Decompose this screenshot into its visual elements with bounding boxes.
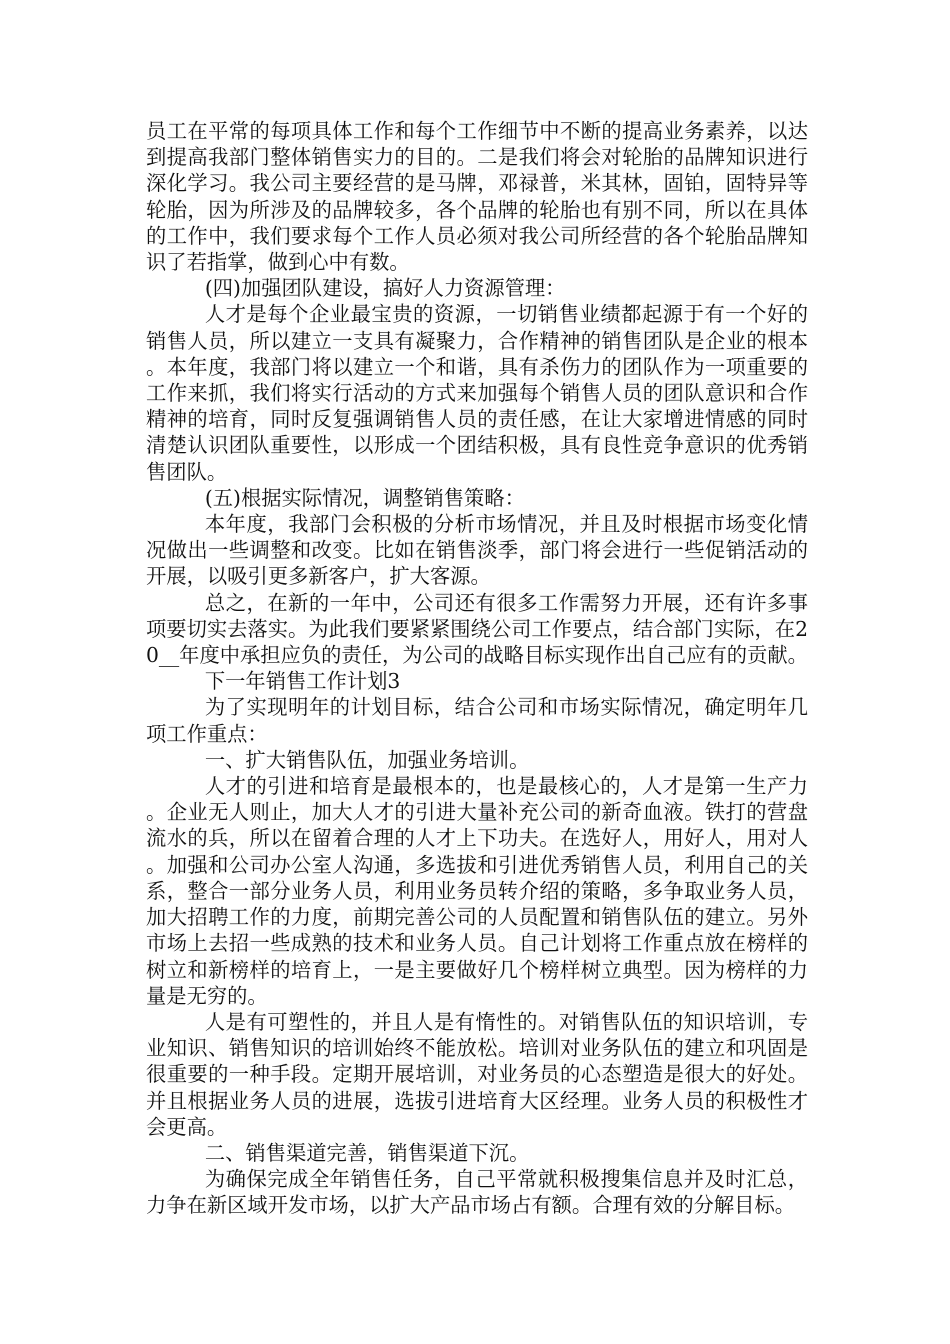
paragraph: 人才的引进和培育是最根本的，也是最核心的，人才是第一生产力。企业无人则止，加大人才的引进大量补充公司的新奇血液。铁打的营盘流水的兵，所以在留着合理的人才上下功夫。在选好人，用好人，用对人。加强和公司办公室人沟通，多选拔和引进优秀销售人员，利用自己的关系，整合一部分业务人员，利用业务员转介绍的策略，多争取业务人员，加大招聘工作的力度，前期完善公司的人员配置和销售队伍的建立。另外市场上去招一些成熟的技术和业务人员。自己计划将工作重点放在榜样的树立和新榜样的培育上，一是主要做好几个榜样树立典型。因为榜样的力量是无穷的。 <box>146 774 808 1008</box>
paragraph: 本年度，我部门会积极的分析市场情况，并且及时根据市场变化情况做出一些调整和改变。比如在销售淡季，部门将会进行一些促销活动的开展，以吸引更多新客户，扩大客源。 <box>146 512 808 589</box>
section-heading: (五)根据实际情况，调整销售策略： <box>204 485 525 510</box>
paragraph: 为确保完成全年销售任务，自己平常就积极搜集信息并及时汇总，力争在新区域开发市场，以扩大产品市场占有额。合理有效的分解目标。 <box>146 1167 808 1218</box>
document-title: 下一年销售工作计划3 <box>204 669 401 694</box>
paragraph: 人才是每个企业最宝贵的资源，一切销售业绩都起源于有一个好的销售人员，所以建立一支具有凝聚力，合作精神的销售团队是企业的根本。本年度，我部门将以建立一个和谐，具有杀伤力的团队作为一项重要的工作来抓，我们将实行活动的方式来加强每个销售人员的团队意识和合作精神的培育，同时反复强调销售人员的责任感，在让大家增进情感的同时清楚认识团队重要性，以形成一个团结积极，具有良性竞争意识的优秀销售团队。 <box>146 302 808 484</box>
section-heading: 二、销售渠道完善，销售渠道下沉。 <box>204 1140 530 1165</box>
paragraph: 人是有可塑性的，并且人是有惰性的。对销售队伍的知识培训，专业知识、销售知识的培训始终不能放松。培训对业务队伍的建立和巩固是很重要的一种手段。定期开展培训，对业务员的心态塑造是很大的好处。并且根据业务人员的进展，选拔引进培育大区经理。业务人员的积极性才会更高。 <box>146 1009 808 1139</box>
paragraph: 为了实现明年的计划目标，结合公司和市场实际情况，确定明年几项工作重点： <box>146 695 808 746</box>
section-heading: 一、扩大销售队伍，加强业务培训。 <box>204 747 530 772</box>
section-heading: (四)加强团队建设，搞好人力资源管理： <box>204 276 566 301</box>
document-page <box>146 118 808 1219</box>
paragraph: 总之，在新的一年中，公司还有很多工作需努力开展，还有许多事项要切实去落实。为此我们要紧紧围绕公司工作要点，结合部门实际，在20__年度中承担应负的责任，为公司的战略目标实现作出自己应有的贡献。 <box>146 590 808 668</box>
paragraph: 员工在平常的每项具体工作和每个工作细节中不断的提高业务素养，以达到提高我部门整体销售实力的目的。二是我们将会对轮胎的品牌知识进行深化学习。我公司主要经营的是马牌，邓禄普，米其林，固铂，固特异等轮胎，因为所涉及的品牌较多，各个品牌的轮胎也有别不同，所以在具体的工作中，我们要求每个工作人员必须对我公司所经营的各个轮胎品牌知识了若指掌，做到心中有数。 <box>146 119 808 275</box>
